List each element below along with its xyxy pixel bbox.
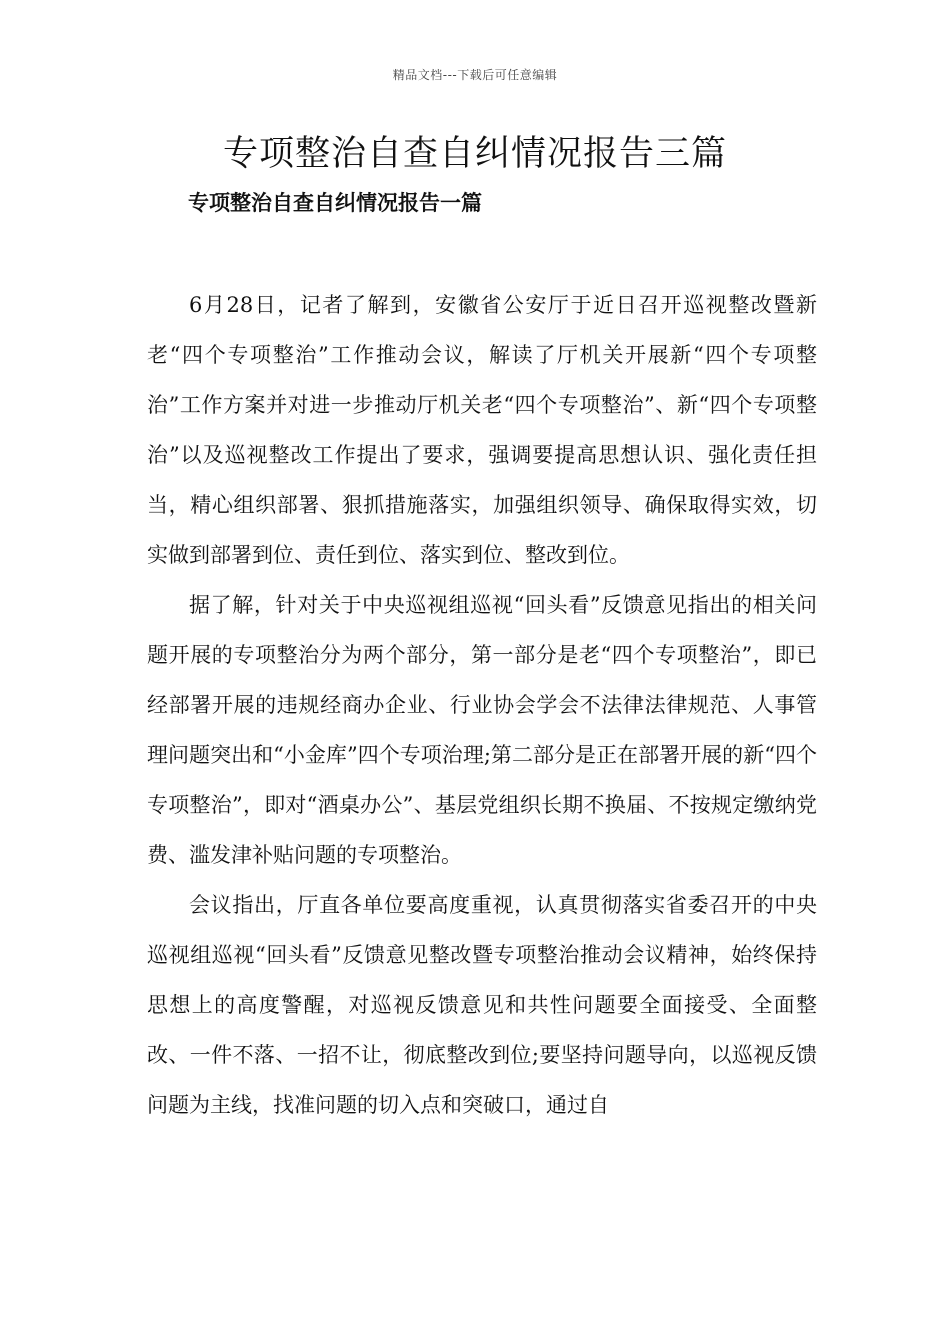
paragraph-3: 会议指出，厅直各单位要高度重视，认真贯彻落实省委召开的中央巡视组巡视“回头看”反馈意见整改暨专项整治推动会议精神，始终保持思想上的高度警醒，对巡视反馈意见和共性问题要全面接受、全面整改、一件不落、一招不让，彻底整改到位;要坚持问题导向，以巡视反馈问题为主线，找准问题的切入点和突破口，通过自 xyxy=(147,893,817,1117)
section-subtitle: 专项整治自查自纠情况报告一篇 xyxy=(188,190,482,215)
document-body xyxy=(147,280,817,1130)
paragraph-2: 据了解，针对关于中央巡视组巡视“回头看”反馈意见指出的相关问题开展的专项整治分为两个部分，第一部分是老“四个专项整治”，即已经部署开展的违规经商办企业、行业协会学会不法律法律规范、人事管理问题突出和“小金库”四个专项治理;第二部分是正在部署开展的新“四个专项整治”，即对“酒桌办公”、基层党组织长期不换届、不按规定缴纳党费、滥发津补贴问题的专项整治。 xyxy=(147,593,817,867)
paragraph-1: 6月28日，记者了解到，安徽省公安厅于近日召开巡视整改暨新老“四个专项整治”工作推动会议，解读了厅机关开展新“四个专项整治”工作方案并对进一步推动厅机关老“四个专项整治”、新“四个专项整治”以及巡视整改工作提出了要求，强调要提高思想认识、强化责任担当，精心组织部署、狠抓措施落实，加强组织领导、确保取得实效，切实做到部署到位、责任到位、落实到位、整改到位。 xyxy=(147,293,817,567)
header-note: 精品文档---下载后可任意编辑 xyxy=(392,68,558,82)
page-title: 专项整治自查自纠情况报告三篇 xyxy=(222,134,727,174)
